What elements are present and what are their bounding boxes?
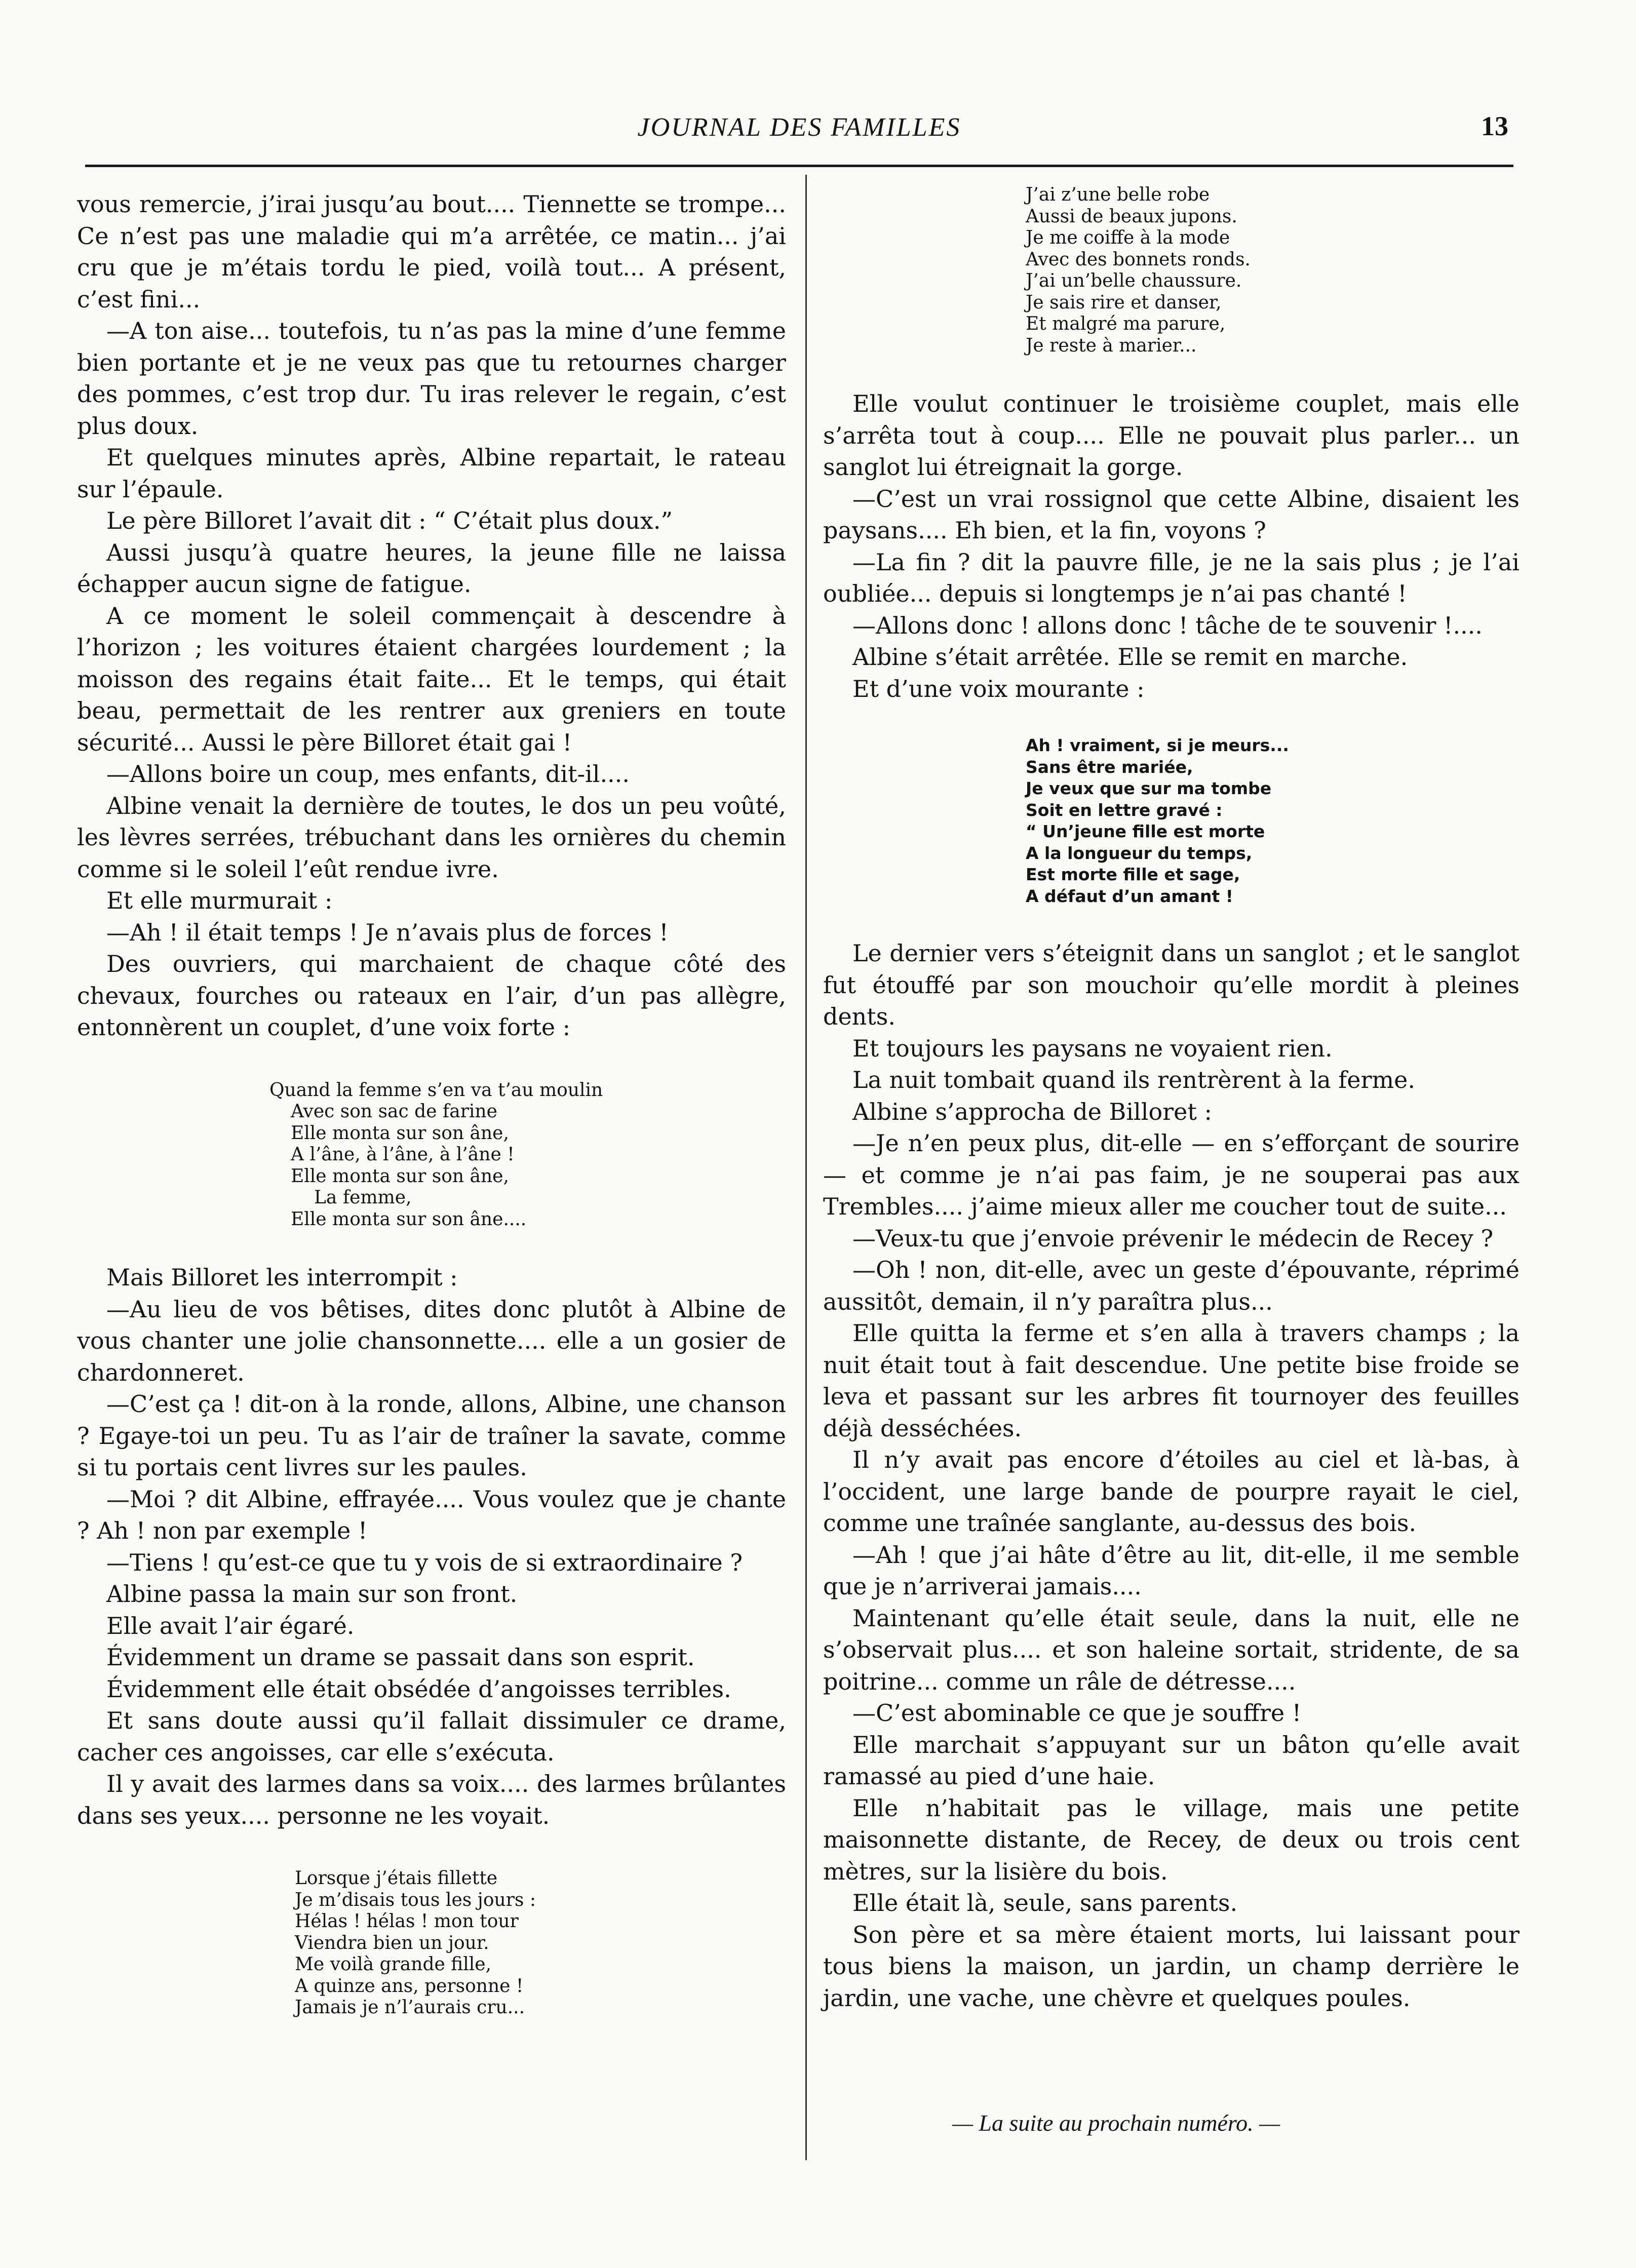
verse-line: Avec des bonnets ronds.: [1026, 249, 1251, 270]
verse-line: J’ai z’une belle robe: [1026, 184, 1210, 205]
paragraph: Elle avait l’air égaré.: [106, 1612, 355, 1639]
paragraph: Albine s’était arrêtée. Elle se remit en marche.: [852, 643, 1408, 671]
paragraph: —Tiens ! qu’est-ce que tu y vois de si extraordinaire ?: [106, 1548, 743, 1576]
paragraph: La nuit tombait quand ils rentrèrent à la ferme.: [852, 1066, 1415, 1093]
paragraph: Son père et sa mère étaient morts, lui laissant pour tous biens la maison, un jardin, un champ derrière le jardin, une vache, une chèvre et quelques poules.: [823, 1921, 1520, 2012]
verse-line: A la longueur du temps,: [1026, 843, 1253, 863]
verse-line: Elle monta sur son âne,: [291, 1165, 509, 1187]
paragraph: A ce moment le soleil commençait à descendre à l’horizon ; les voitures étaient chargées lourdement ; la moisson des regains était faite... Et le temps, qui était beau, permettait de les rentrer aux greniers en toute sécurité... Aussi le père Billoret était gai !: [77, 602, 786, 756]
verse-line: Elle monta sur son âne,: [291, 1122, 509, 1144]
paragraph: Et d’une voix mourante :: [852, 675, 1145, 702]
verse-line: Me voilà grande fille,: [295, 1954, 492, 1975]
paragraph: Mais Billoret les interrompit :: [106, 1264, 458, 1291]
paragraph: Aussi jusqu’à quatre heures, la jeune fille ne laissa échapper aucun signe de fatigue.: [77, 538, 786, 598]
header-rule: [85, 165, 1513, 167]
page-number: 13: [1481, 111, 1508, 141]
paragraph: Il y avait des larmes dans sa voix.... des larmes brûlantes dans ses yeux.... personne ne les voyait.: [77, 1770, 786, 1829]
paragraph: Albine venait la dernière de toutes, le dos un peu voûté, les lèvres serrées, trébuchant dans les ornières du chemin comme si le soleil l’eût rendue ivre.: [77, 792, 786, 883]
paragraph: Albine passa la main sur son front.: [106, 1580, 518, 1608]
verse-line: Ah ! vraiment, si je meurs...: [1026, 735, 1289, 755]
paragraph: —Moi ? dit Albine, effrayée.... Vous voulez que je chante ? Ah ! non par exemple !: [77, 1485, 786, 1544]
paragraph: Et sans doute aussi qu’il fallait dissimuler ce drame, cacher ces angoisses, car elle s’exécuta.: [77, 1707, 786, 1766]
paragraph: —Allons donc ! allons donc ! tâche de te souvenir !....: [852, 611, 1483, 639]
paragraph: Évidemment elle était obsédée d’angoisses terribles.: [106, 1675, 731, 1703]
paragraph: Le père Billoret l’avait dit : “ C’était plus doux.”: [106, 507, 673, 534]
paragraph: —C’est ça ! dit-on à la ronde, allons, Albine, une chanson ? Egaye-toi un peu. Tu as l’air de traîner la savate, comme si tu portais cent livres sur les paules.: [77, 1390, 786, 1481]
verse-line: A quinze ans, personne !: [295, 1975, 524, 1997]
column-separator: [805, 175, 807, 2160]
paragraph: —C’est abominable ce que je souffre !: [852, 1699, 1302, 1727]
verse-line: Je veux que sur ma tombe: [1026, 778, 1272, 798]
verse-line: Je me coiffe à la mode: [1026, 227, 1230, 248]
paragraph: —Au lieu de vos bêtises, dites donc plutôt à Albine de vous chanter une jolie chansonnette.... elle a un gosier de chardonneret.: [77, 1295, 786, 1386]
verse-line: Jamais je n’l’aurais cru...: [295, 1997, 525, 2018]
paragraph: Des ouvriers, qui marchaient de chaque côté des chevaux, fourches ou rateaux en l’air, d’un pas allègre, entonnèrent un couplet, d’une voix forte :: [77, 950, 786, 1041]
verse-line: Soit en lettre gravé :: [1026, 800, 1223, 820]
paragraph: Et quelques minutes après, Albine repartait, le rateau sur l’épaule.: [77, 444, 786, 503]
paragraph: —Oh ! non, dit-elle, avec un geste d’épouvante, réprimé aussitôt, demain, il n’y paraîtra plus...: [823, 1256, 1520, 1315]
verse-line: Viendra bien un jour.: [295, 1932, 489, 1953]
verse-line: “ Un’jeune fille est morte: [1026, 822, 1265, 841]
verse-line: Est morte fille et sage,: [1026, 865, 1240, 884]
paragraph: Elle était là, seule, sans parents.: [852, 1889, 1238, 1917]
paragraph: —Allons boire un coup, mes enfants, dit-il....: [106, 760, 630, 788]
paragraph: Et toujours les paysans ne voyaient rien.: [852, 1034, 1333, 1062]
paragraph: —Ah ! que j’ai hâte d’être au lit, dit-elle, il me semble que je n’arriverai jamais....: [823, 1541, 1520, 1600]
left-column: [77, 188, 786, 2019]
journal-title: JOURNAL DES FAMILLES: [637, 113, 961, 142]
paragraph: Elle n’habitait pas le village, mais une petite maisonnette distante, de Recey, de deux ou trois cent mètres, sur la lisière du bois.: [823, 1794, 1520, 1885]
paragraph: —Veux-tu que j’envoie prévenir le médecin de Recey ?: [852, 1224, 1494, 1252]
paragraph: —C’est un vrai rossignol que cette Albine, disaient les paysans.... Eh bien, et la fin, voyons ?: [823, 485, 1520, 544]
song-verse-robe: [1026, 184, 1520, 357]
verse-line: A l’âne, à l’âne, à l’âne !: [291, 1144, 515, 1165]
paragraph: vous remercie, j’irai jusqu’au bout.... Tiennette se trompe... Ce n’est pas une maladie qui m’a arrêtée, ce matin... j’ai cru que je m’étais tordu le pied, voilà tout... A présent, c’est fini...: [77, 190, 786, 313]
left-paragraphs-top: [77, 188, 786, 1043]
paragraph: —A ton aise... toutefois, tu n’as pas la mine d’une femme bien portante et je ne veux pas que tu retournes charger des pommes, c’est trop dur. Tu iras relever le regain, c’est plus doux.: [77, 317, 786, 440]
verse-line: Sans être mariée,: [1026, 757, 1193, 777]
continuation-note: — La suite au prochain numéro. —: [952, 2110, 1280, 2136]
song-verse-fillette: [295, 1868, 786, 2019]
paragraph: Le dernier vers s’éteignit dans un sanglot ; et le sanglot fut étouffé par son mouchoir qu’elle mordit à pleines dents.: [823, 940, 1520, 1030]
paragraph: Albine s’approcha de Billoret :: [852, 1098, 1212, 1125]
verse-line: Elle monta sur son âne....: [291, 1208, 527, 1230]
verse-line: Aussi de beaux jupons.: [1026, 206, 1237, 227]
page-header: [85, 101, 1513, 147]
paragraph: Elle marchait s’appuyant sur un bâton qu’elle avait ramassé au pied d’une haie.: [823, 1731, 1520, 1790]
song-verse-moulin: [269, 1080, 786, 1231]
right-column: [823, 184, 1520, 2014]
paragraph: Elle quitta la ferme et s’en alla à travers champs ; la nuit était tout à fait descendue. Une petite bise froide se leva et passant sur les arbres fit tournoyer des feuilles déjà desséchées.: [823, 1319, 1520, 1442]
verse-line: Hélas ! hélas ! mon tour: [295, 1911, 519, 1932]
paragraph: Maintenant qu’elle était seule, dans la nuit, elle ne s’observait plus.... et son haleine sortait, stridente, de sa poitrine... comme un râle de détresse....: [823, 1604, 1520, 1695]
left-paragraphs-mid: [77, 1262, 786, 1831]
paragraph: Elle voulut continuer le troisième couplet, mais elle s’arrêta tout à coup.... Elle ne pouvait plus parler... un sanglot lui étreignait la gorge.: [823, 390, 1520, 481]
right-paragraphs-top: [823, 388, 1520, 705]
verse-line: Et malgré ma parure,: [1026, 314, 1226, 334]
verse-line: Je reste à marier...: [1026, 335, 1197, 356]
verse-line: Lorsque j’étais fillette: [295, 1868, 498, 1889]
verse-line: J’ai un’belle chaussure.: [1026, 270, 1242, 291]
verse-line: Quand la femme s’en va t’au moulin: [269, 1079, 603, 1101]
verse-line: Avec son sac de farine: [291, 1101, 497, 1122]
paragraph: —Je n’en peux plus, dit-elle — en s’efforçant de sourire — et comme je n’ai pas faim, je ne souperai pas aux Trembles.... j’aime mieux aller me coucher tout de suite...: [823, 1129, 1520, 1220]
paragraph: —Ah ! il était temps ! Je n’avais plus de forces !: [106, 918, 669, 946]
verse-line: A défaut d’un amant !: [1026, 886, 1233, 906]
paragraph: Il n’y avait pas encore d’étoiles au ciel et là-bas, à l’occident, une large bande de pourpre rayait le ciel, comme une traînée sanglante, au-dessus des bois.: [823, 1446, 1520, 1537]
paragraph: —La fin ? dit la pauvre fille, je ne la sais plus ; je l’ai oubliée... depuis si longtemps je n’ai pas chanté !: [823, 548, 1520, 607]
song-verse-meurs: [1026, 735, 1520, 907]
verse-line: Je sais rire et danser,: [1026, 292, 1222, 313]
right-paragraphs-bottom: [823, 937, 1520, 2014]
verse-line: La femme,: [314, 1187, 412, 1208]
paragraph: Évidemment un drame se passait dans son esprit.: [106, 1644, 695, 1671]
paragraph: Et elle murmurait :: [106, 887, 333, 914]
verse-line: Je m’disais tous les jours :: [295, 1889, 536, 1910]
